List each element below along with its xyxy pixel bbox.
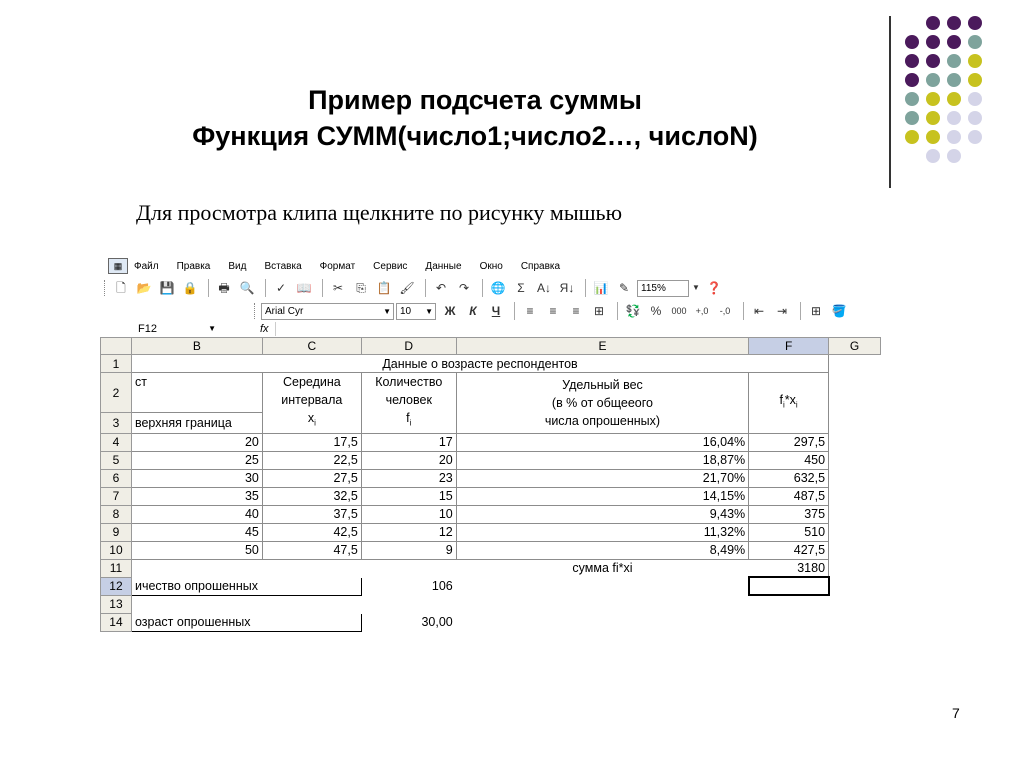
row-header[interactable]: 5	[101, 451, 132, 469]
separator	[743, 302, 744, 320]
cell-c[interactable]: 32,5	[262, 487, 361, 505]
page-number: 7	[952, 705, 960, 721]
header-c-line1: Середина	[282, 375, 341, 389]
align-center-icon[interactable]: ≡	[549, 304, 557, 318]
cell-f[interactable]: 632,5	[749, 469, 829, 487]
preview-icon[interactable]: 🔍	[239, 281, 255, 295]
menu-help[interactable]: Справка	[520, 260, 561, 272]
decorative-dot	[926, 73, 940, 87]
table-row	[101, 451, 881, 469]
separator	[425, 279, 426, 297]
table-row	[101, 505, 881, 523]
toolbar-gripper[interactable]	[104, 280, 107, 296]
cell-f[interactable]: 427,5	[749, 541, 829, 559]
table-row	[101, 433, 881, 451]
select-all[interactable]	[101, 338, 132, 355]
header-d-var: f	[406, 411, 410, 425]
formula-bar	[100, 321, 881, 337]
align-left-icon[interactable]: ≡	[526, 304, 534, 318]
table-row	[101, 541, 881, 559]
new-icon[interactable]: 🗋	[116, 281, 126, 295]
decorative-dot	[947, 35, 961, 49]
decorative-dot	[947, 73, 961, 87]
table-row	[101, 355, 881, 373]
cell-e[interactable]: 16,04%	[456, 433, 748, 451]
cell[interactable]	[131, 559, 262, 577]
formatting-toolbar	[100, 299, 881, 323]
decrease-decimal-icon[interactable]: -,0	[719, 306, 731, 316]
decorative-dot	[968, 16, 982, 30]
cell[interactable]	[456, 613, 748, 631]
separator	[208, 279, 209, 297]
cell-d[interactable]: 17	[361, 433, 456, 451]
decorative-dot	[968, 92, 982, 106]
cell[interactable]	[262, 559, 361, 577]
row-header[interactable]: 3	[101, 413, 132, 433]
cell-f[interactable]: 450	[749, 451, 829, 469]
redo-icon[interactable]: ↷	[458, 281, 470, 295]
row-header[interactable]: 11	[101, 559, 132, 577]
fx-icon[interactable]: fx	[260, 323, 269, 335]
font-name-value: Arial Cyr	[265, 305, 304, 317]
zoom-value: 115%	[641, 282, 666, 294]
cell[interactable]	[829, 523, 881, 541]
cell-d[interactable]: 15	[361, 487, 456, 505]
header-c-var: x	[307, 411, 315, 425]
slide-title	[100, 82, 850, 154]
separator	[585, 279, 586, 297]
cell-d[interactable]: 20	[361, 451, 456, 469]
thousands-icon[interactable]: 000	[671, 306, 687, 316]
cell[interactable]	[829, 487, 881, 505]
row-header[interactable]: 1	[101, 355, 132, 373]
header-d-sub: i	[409, 418, 412, 428]
align-right-icon[interactable]: ≡	[572, 304, 580, 318]
increase-decimal-icon[interactable]: +,0	[695, 306, 709, 316]
menu-format[interactable]: Формат	[319, 260, 356, 272]
autosum-icon[interactable]: Σ	[517, 281, 525, 295]
sum-label-cell[interactable]: сумма fi*xi	[572, 561, 633, 575]
header-f-sub1: i	[783, 400, 785, 410]
decorative-dot	[947, 111, 961, 125]
header-f-sub2: i	[795, 400, 798, 410]
cell-e[interactable]: 8,49%	[456, 541, 748, 559]
row-header[interactable]: 10	[101, 541, 132, 559]
active-cell-f12[interactable]	[749, 577, 829, 595]
cell-b[interactable]: 25	[131, 451, 262, 469]
font-name-select[interactable]	[261, 303, 394, 320]
header-c-sub: i	[314, 418, 316, 428]
cell[interactable]	[829, 541, 881, 559]
col-header-f[interactable]: F	[749, 338, 829, 355]
cell-f[interactable]: 375	[749, 505, 829, 523]
row-header[interactable]: 6	[101, 469, 132, 487]
separator	[265, 279, 266, 297]
save-icon[interactable]: 💾	[159, 281, 175, 295]
formula-input[interactable]	[275, 322, 881, 336]
italic-icon[interactable]: К	[469, 304, 477, 318]
menu-window[interactable]: Окно	[479, 260, 503, 272]
currency-icon[interactable]: 💱	[625, 304, 641, 318]
table-row	[101, 595, 881, 613]
decorative-dot	[947, 16, 961, 30]
cell[interactable]	[829, 451, 881, 469]
permission-icon[interactable]: 🔒	[182, 281, 198, 295]
decorative-dot	[926, 130, 940, 144]
cell-b[interactable]: 45	[131, 523, 262, 541]
decorative-dot	[926, 54, 940, 68]
copy-icon[interactable]: ⎘	[356, 281, 366, 295]
title-line-1: Пример подсчета суммы	[308, 85, 642, 115]
increase-indent-icon[interactable]: ⇥	[776, 304, 788, 318]
name-box[interactable]	[100, 322, 220, 336]
paste-icon[interactable]: 📋	[376, 281, 392, 295]
fill-color-icon[interactable]: 🪣	[831, 304, 847, 318]
decorative-dot	[947, 54, 961, 68]
header-c-line3	[266, 409, 358, 433]
cell-b[interactable]: 20	[131, 433, 262, 451]
decorative-dot	[926, 92, 940, 106]
cell[interactable]	[829, 559, 881, 577]
menu-insert[interactable]: Вставка	[264, 260, 302, 272]
row-header[interactable]: 12	[101, 577, 132, 595]
header-e-line2: (в % от общееого	[551, 395, 653, 410]
percent-icon[interactable]: %	[650, 304, 662, 318]
decorative-dot	[947, 130, 961, 144]
font-size-value: 10	[400, 305, 412, 317]
row-header[interactable]: 2	[101, 373, 132, 413]
merge-center-icon[interactable]: ⊞	[593, 304, 605, 318]
cell-d[interactable]: 23	[361, 469, 456, 487]
col-header-c[interactable]: C	[262, 338, 361, 355]
sort-desc-icon[interactable]: Я↓	[559, 281, 575, 295]
decorative-dot	[968, 111, 982, 125]
help-icon[interactable]: ❓	[706, 281, 722, 295]
cell[interactable]	[262, 595, 361, 613]
row-header[interactable]: 13	[101, 595, 132, 613]
underline-icon[interactable]: Ч	[491, 304, 501, 318]
decorative-dot	[926, 16, 940, 30]
separator	[617, 302, 618, 320]
count-label-cell[interactable]: ичество опрошенных	[131, 577, 361, 595]
decorative-dot	[905, 130, 919, 144]
row-header[interactable]: 7	[101, 487, 132, 505]
row-header[interactable]: 8	[101, 505, 132, 523]
cell-e[interactable]: 14,15%	[456, 487, 748, 505]
col-header-b[interactable]: B	[131, 338, 262, 355]
decorative-dot	[968, 54, 982, 68]
cell-b[interactable]: 35	[131, 487, 262, 505]
menu-view[interactable]: Вид	[228, 260, 247, 272]
cell[interactable]	[829, 373, 881, 413]
toolbar-gripper[interactable]	[254, 303, 257, 319]
undo-icon[interactable]: ↶	[435, 281, 447, 295]
cell[interactable]	[361, 559, 456, 577]
cell[interactable]	[456, 577, 748, 595]
cell[interactable]	[361, 595, 456, 613]
decorative-dot	[905, 111, 919, 125]
cell-c[interactable]: 17,5	[262, 433, 361, 451]
header-cell-d[interactable]	[361, 373, 456, 434]
decorative-dot	[905, 73, 919, 87]
print-icon[interactable]: 🖶	[218, 281, 230, 295]
spelling-icon[interactable]: ✓	[275, 281, 287, 295]
col-header-d[interactable]: D	[361, 338, 456, 355]
cell[interactable]	[829, 613, 881, 631]
header-d-line2: человек	[385, 393, 432, 407]
header-cell-b3[interactable]: верхняя граница	[131, 413, 262, 433]
spreadsheet-grid	[100, 337, 881, 632]
menu-tools[interactable]: Сервис	[373, 260, 408, 272]
table-row	[101, 559, 881, 577]
cell-c[interactable]: 27,5	[262, 469, 361, 487]
cell[interactable]	[829, 595, 881, 613]
cell-c[interactable]: 37,5	[262, 505, 361, 523]
header-cell-b2[interactable]: ст	[131, 373, 262, 413]
cell-f[interactable]: 510	[749, 523, 829, 541]
cell-f[interactable]: 487,5	[749, 487, 829, 505]
menu-bar	[100, 256, 881, 276]
separator	[514, 302, 515, 320]
cut-icon[interactable]: ✂	[332, 281, 344, 295]
menu-edit[interactable]: Правка	[176, 260, 211, 272]
cell-c[interactable]: 47,5	[262, 541, 361, 559]
cell-c[interactable]: 22,5	[262, 451, 361, 469]
decorative-dot	[968, 130, 982, 144]
excel-clip[interactable]	[100, 256, 881, 629]
hyperlink-icon[interactable]: 🌐	[490, 281, 506, 295]
separator	[482, 279, 483, 297]
cell-b[interactable]: 50	[131, 541, 262, 559]
cell-e[interactable]: 18,87%	[456, 451, 748, 469]
row-header[interactable]: 4	[101, 433, 132, 451]
borders-icon[interactable]: ⊞	[810, 304, 822, 318]
header-cell-f[interactable]	[749, 373, 829, 434]
header-e-line1: Удельный вес	[562, 377, 643, 392]
table-row	[101, 577, 881, 595]
header-d-line3	[365, 409, 453, 433]
open-icon[interactable]: 📂	[136, 281, 152, 295]
decrease-indent-icon[interactable]: ⇤	[753, 304, 765, 318]
decorative-dot	[926, 35, 940, 49]
cell[interactable]	[829, 355, 881, 373]
cell-d[interactable]: 9	[361, 541, 456, 559]
chevron-down-icon: ▼	[425, 306, 433, 316]
cell-d[interactable]: 12	[361, 523, 456, 541]
sort-asc-icon[interactable]: A↓	[536, 281, 551, 295]
row-header[interactable]: 9	[101, 523, 132, 541]
decorative-dot	[905, 35, 919, 49]
table-row	[101, 523, 881, 541]
separator	[322, 279, 323, 297]
sum-value-cell[interactable]: 3180	[749, 559, 829, 577]
decorative-dot	[905, 92, 919, 106]
standard-toolbar	[100, 276, 881, 300]
column-header-row	[101, 338, 881, 355]
bold-icon[interactable]: Ж	[444, 304, 456, 318]
header-d-line1: Количество	[375, 375, 443, 389]
menu-data[interactable]: Данные	[425, 260, 462, 272]
decorative-dot	[926, 149, 940, 163]
cell[interactable]	[829, 505, 881, 523]
table-row	[101, 487, 881, 505]
cell-e[interactable]: 21,70%	[456, 469, 748, 487]
cell-c[interactable]: 42,5	[262, 523, 361, 541]
col-header-g[interactable]: G	[829, 338, 881, 355]
table-title-cell[interactable]: Данные о возрасте респондентов	[131, 355, 828, 373]
table-row	[101, 373, 881, 413]
cell-e[interactable]: 11,32%	[456, 523, 748, 541]
table-row	[101, 613, 881, 631]
cell[interactable]	[829, 469, 881, 487]
name-box-value: F12	[138, 323, 157, 335]
decorative-dot	[905, 54, 919, 68]
cell-d[interactable]: 10	[361, 505, 456, 523]
research-icon[interactable]: 📖	[296, 281, 312, 295]
col-header-e[interactable]: E	[456, 338, 748, 355]
chevron-down-icon: ▼	[208, 324, 216, 333]
cell-b[interactable]: 30	[131, 469, 262, 487]
header-cell-c[interactable]	[262, 373, 361, 434]
menu-file[interactable]: Файл	[134, 260, 159, 272]
age-label-cell[interactable]: озраст опрошенных	[131, 613, 361, 631]
decorative-dot	[947, 149, 961, 163]
chart-wizard-icon[interactable]: 📊	[593, 281, 609, 295]
cell[interactable]	[829, 413, 881, 433]
cell[interactable]	[829, 577, 881, 595]
chevron-down-icon[interactable]: ▼	[692, 283, 700, 292]
chevron-down-icon: ▼	[383, 306, 391, 316]
header-f-mid: *x	[784, 393, 796, 407]
cell[interactable]	[456, 595, 748, 613]
divider-line	[889, 16, 891, 188]
font-size-select[interactable]	[396, 303, 436, 320]
decorative-dot	[926, 111, 940, 125]
decorative-dot	[968, 35, 982, 49]
cell[interactable]	[749, 595, 829, 613]
cell-e[interactable]: 9,43%	[456, 505, 748, 523]
header-f-var: f	[779, 393, 783, 407]
cell-b[interactable]: 40	[131, 505, 262, 523]
table-row	[101, 469, 881, 487]
header-c-line2: интервала	[281, 393, 343, 407]
separator	[800, 302, 801, 320]
cell-f[interactable]: 297,5	[749, 433, 829, 451]
zoom-select[interactable]	[637, 280, 689, 297]
format-painter-icon[interactable]: 🖌	[399, 281, 415, 295]
cell[interactable]	[829, 433, 881, 451]
drawing-icon[interactable]: ✎	[618, 281, 630, 295]
count-value-cell[interactable]: 106	[431, 579, 453, 593]
header-cell-e[interactable]	[456, 373, 748, 434]
decorative-dot	[968, 73, 982, 87]
slide-subtitle: Для просмотра клипа щелкните по рисунку мышью	[136, 200, 623, 225]
cell[interactable]	[749, 613, 829, 631]
decorative-dot	[947, 92, 961, 106]
row-header[interactable]: 14	[101, 613, 132, 631]
age-value-cell[interactable]: 30,00	[421, 615, 453, 629]
workbook-icon[interactable]: ▦	[108, 258, 128, 274]
title-line-2: Функция СУММ(число1;число2…, числоN)	[192, 121, 758, 151]
cell[interactable]	[131, 595, 262, 613]
header-e-line3: числа опрошенных)	[544, 413, 661, 428]
